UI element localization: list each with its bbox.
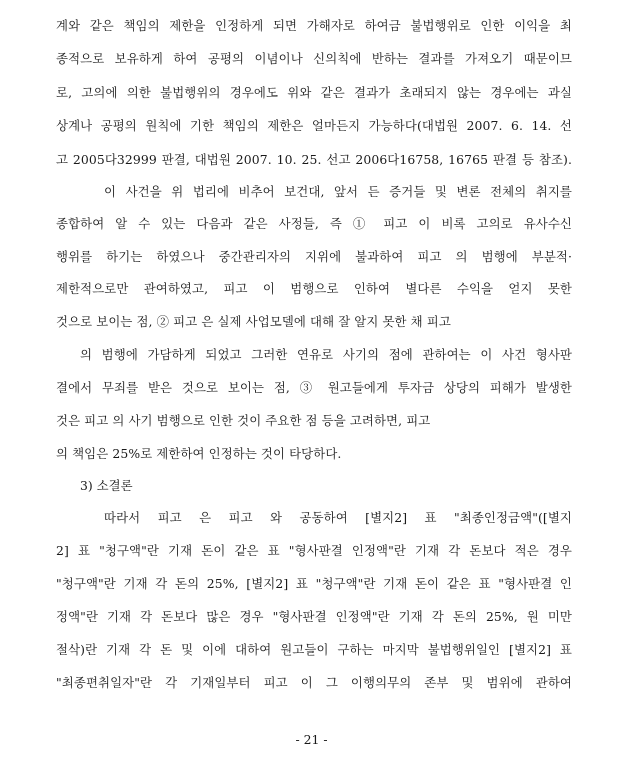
body-text-line: 상계나 공평의 원칙에 기한 책임의 제한은 얼마든지 가능하다(대법원 2007. 6. 14. 선 — [56, 118, 572, 133]
page-number: - 21 - — [295, 732, 328, 747]
body-text-line: 계와 같은 책임의 제한을 인정하게 되면 가해자로 하여금 불법행위로 인한 이익을 최 — [56, 18, 572, 33]
body-text-line: 2] 표 "청구액"란 기재 돈이 같은 표 "형사판결 인정액"란 기재 각 돈보다 적은 경우 — [56, 543, 572, 558]
body-text-line: 절삭)란 기재 각 돈 및 이에 대하여 원고들이 구하는 마지막 불법행위일인 [별지2] 표 — [56, 642, 572, 657]
body-text-line: 것으로 보이는 점, ② 피고 은 실제 사업모델에 대해 잘 알지 못한 채 피고 — [56, 314, 451, 329]
section-heading: 3) 소결론 — [80, 478, 133, 493]
body-text-line: 의 범행에 가담하게 되었고 그러한 연유로 사기의 점에 관하여는 이 사건 형사판 — [80, 347, 572, 362]
body-text-line: 종합하여 알 수 있는 다음과 같은 사정들, 즉 ① 피고 이 비록 고의로 유사수신 — [56, 216, 572, 231]
body-text-line: "청구액"란 기재 각 돈의 25%, [별지2] 표 "청구액"란 기재 돈이 같은 표 "형사판결 인 — [56, 576, 572, 591]
body-text-line: 따라서 피고 은 피고 와 공동하여 [별지2] 표 "최종인정금액"([별지 — [104, 510, 572, 525]
body-text-line: 종적으로 보유하게 하여 공평의 이념이나 신의칙에 반하는 결과를 가져오기 때문이므 — [56, 51, 572, 66]
body-text-line: 제한적으로만 관여하였고, 피고 이 범행으로 인하여 별다른 수익을 얻지 못한 — [56, 281, 572, 296]
body-text-line: 행위를 하기는 하였으나 중간관리자의 지위에 불과하여 피고 의 범행에 부분적· — [56, 249, 572, 264]
body-text-line: 이 사건을 위 법리에 비추어 보건대, 앞서 든 증거들 및 변론 전체의 취지를 — [104, 184, 572, 199]
body-text-line: 것은 피고 의 사기 범행으로 인한 것이 주요한 점 등을 고려하면, 피고 — [56, 413, 431, 428]
body-text-line: 의 책임은 25%로 제한하여 인정하는 것이 타당하다. — [56, 446, 342, 461]
body-text-line: "최종편취일자"란 각 기재일부터 피고 이 그 이행의무의 존부 및 범위에 관하여 — [56, 675, 572, 690]
body-text-line: 정액"란 기재 각 돈보다 많은 경우 "형사판결 인정액"란 기재 각 돈의 25%, 원 미만 — [56, 609, 572, 624]
body-text-line: 로, 고의에 의한 불법행위의 경우에도 위와 같은 결과가 초래되지 않는 경우에는 과실 — [56, 85, 572, 100]
body-text-line: 결에서 무죄를 받은 것으로 보이는 점, ③ 원고들에게 투자금 상당의 피해가 발생한 — [56, 380, 572, 395]
body-text-line: 고 2005다32999 판결, 대법원 2007. 10. 25. 선고 2006다16758, 16765 판결 등 참조). — [56, 152, 572, 167]
